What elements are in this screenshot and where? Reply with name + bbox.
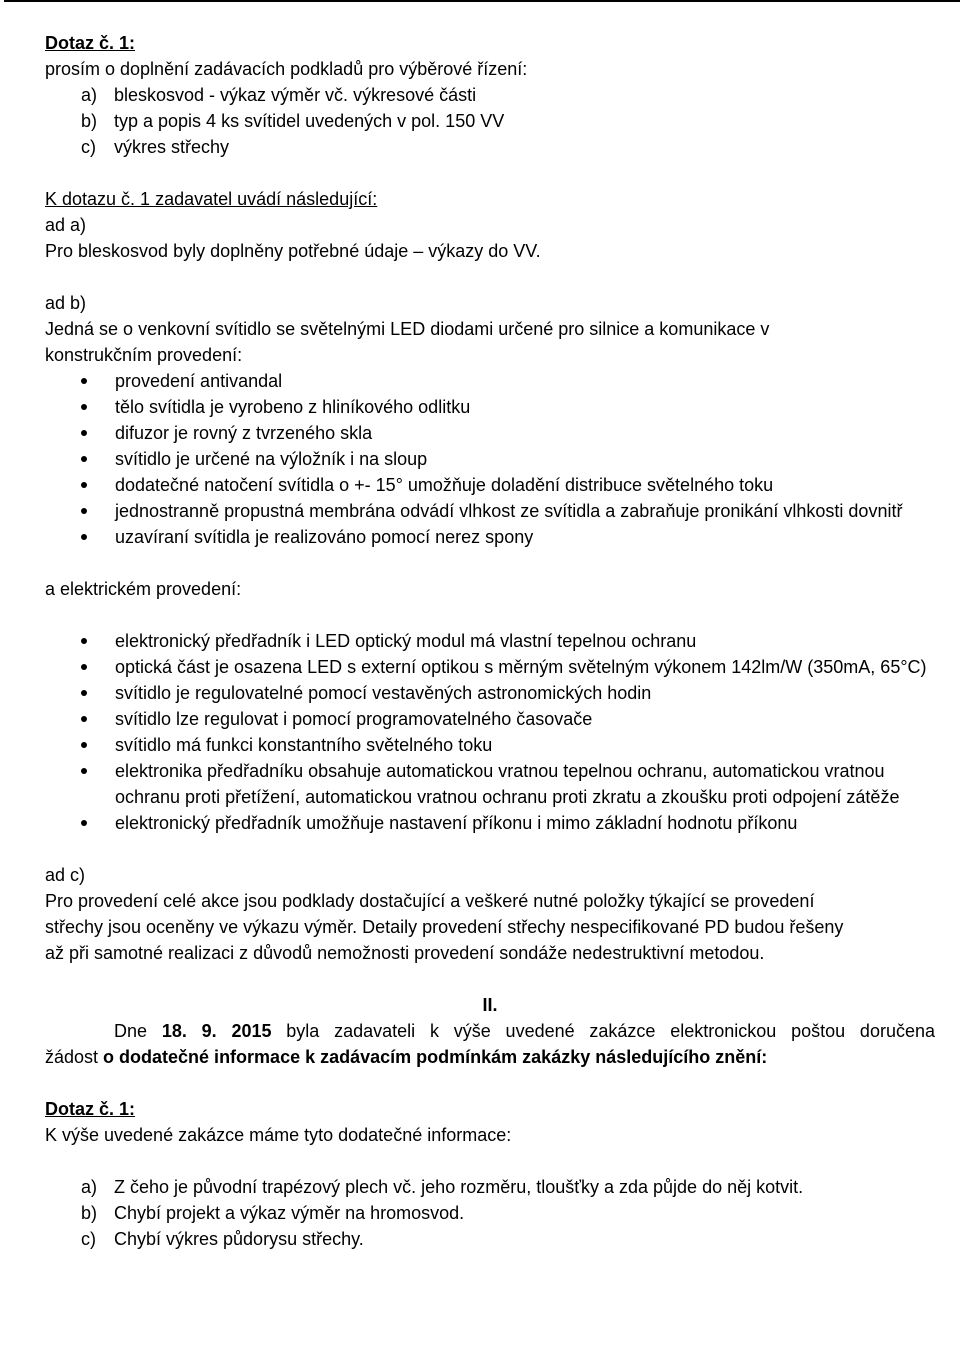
q1-list [45, 82, 935, 160]
list-marker: b) [81, 111, 98, 131]
list-text: bleskosvod - výkaz výměr vč. výkresové části [114, 85, 477, 105]
bullet-item: elektronika předřadníku obsahuje automatickou vratnou tepelnou ochranu, automatickou vratnou ochranu proti přetížení, automatickou vratnou ochranu proti zkratu a zkoušku proti odpojení zátěže [45, 758, 935, 810]
ad-a-label: ad a) [45, 215, 87, 235]
electrical-list [45, 628, 935, 836]
bullet-item: optická část je osazena LED s externí optikou s měrným světelným výkonem 142lm/W (350mA, 65°C) [45, 654, 935, 680]
list-marker: a) [81, 85, 98, 105]
list-text: Chybí projekt a výkaz výměr na hromosvod. [114, 1203, 465, 1223]
bullet-item: elektronický předřadník i LED optický modul má vlastní tepelnou ochranu [45, 628, 935, 654]
bullet-item: jednostranně propustná membrána odvádí vlhkost ze svítidla a zabraňuje pronikání vlhkosti dovnitř [45, 498, 935, 524]
section2-text: Dne [114, 1021, 162, 1041]
section2-text: žádost [45, 1047, 104, 1067]
ad-b-intro-line2: konstrukčním provedení: [45, 345, 243, 365]
section2-line1 [45, 1018, 935, 1044]
section2-line2 [45, 1044, 935, 1070]
q2-heading: Dotaz č. 1: [45, 1099, 136, 1119]
section-roman-heading: II. [482, 995, 498, 1015]
list-text: Z čeho je původní trapézový plech vč. jeho rozměru, tloušťky a zda půjde do něj kotvit. [114, 1177, 804, 1197]
construction-list [45, 368, 935, 550]
list-text: Chybí výkres půdorysu střechy. [114, 1229, 364, 1249]
bullet-item: dodatečné natočení svítidla o +- 15° umožňuje doladění distribuce světelného toku [45, 472, 935, 498]
section2-date: 18. 9. 2015 [161, 1021, 272, 1041]
list-item [45, 1226, 935, 1252]
ad-c-label: ad c) [45, 865, 86, 885]
list-text: výkres střechy [114, 137, 230, 157]
answer1-heading: K dotazu č. 1 zadavatel uvádí následující: [45, 189, 378, 209]
ad-b-intro-line1: Jedná se o venkovní svítidlo se světelnými LED diodami určené pro silnice a komunikace v [45, 319, 770, 339]
list-marker: b) [81, 1203, 98, 1223]
list-marker: c) [81, 1229, 96, 1249]
ad-c-line: střechy jsou oceněny ve výkazu výměr. Detaily provedení střechy nespecifikované PD budou řešeny [45, 917, 844, 937]
ad-c-line: Pro provedení celé akce jsou podklady dostačující a veškeré nutné položky týkající se provedení [45, 891, 815, 911]
ad-a-text: Pro bleskosvod byly doplněny potřebné údaje – výkazy do VV. [45, 241, 541, 261]
list-marker: c) [81, 137, 96, 157]
list-item [45, 108, 935, 134]
list-item [45, 1174, 935, 1200]
list-marker: a) [81, 1177, 98, 1197]
list-item [45, 82, 935, 108]
bullet-item: tělo svítidla je vyrobeno z hliníkového odlitku [45, 394, 935, 420]
list-text: typ a popis 4 ks svítidel uvedených v pol. 150 VV [114, 111, 505, 131]
q2-intro: K výše uvedené zakázce máme tyto dodatečné informace: [45, 1125, 512, 1145]
top-rule [4, 0, 960, 2]
section2-text: byla zadavateli k výše uvedené zakázce elektronickou poštou doručena [271, 1021, 935, 1041]
bullet-item: difuzor je rovný z tvrzeného skla [45, 420, 935, 446]
bullet-item: uzavíraní svítidla je realizováno pomocí nerez spony [45, 524, 935, 550]
bullet-item: provedení antivandal [45, 368, 935, 394]
list-item [45, 134, 935, 160]
bullet-item: svítidlo má funkci konstantního světelného toku [45, 732, 935, 758]
bullet-item: svítidlo je určené na výložník i na sloup [45, 446, 935, 472]
ad-c-line: až při samotné realizaci z důvodů nemožnosti provedení sondáže nedestruktivní metodou. [45, 943, 765, 963]
list-item [45, 1200, 935, 1226]
q1-intro: prosím o doplnění zadávacích podkladů pro výběrové řízení: [45, 59, 528, 79]
bullet-item: svítidlo je regulovatelné pomocí vestavěných astronomických hodin [45, 680, 935, 706]
section2-bold-text: o dodatečné informace k zadávacím podmínkám zakázky následujícího znění: [103, 1047, 768, 1067]
document-page [45, 30, 935, 1252]
q2-list [45, 1174, 935, 1252]
bullet-item: svítidlo lze regulovat i pomocí programovatelného časovače [45, 706, 935, 732]
bullet-item: elektronický předřadník umožňuje nastavení příkonu i mimo základní hodnotu příkonu [45, 810, 935, 836]
q1-heading: Dotaz č. 1: [45, 33, 136, 53]
electrical-intro: a elektrickém provedení: [45, 579, 242, 599]
ad-b-label: ad b) [45, 293, 87, 313]
